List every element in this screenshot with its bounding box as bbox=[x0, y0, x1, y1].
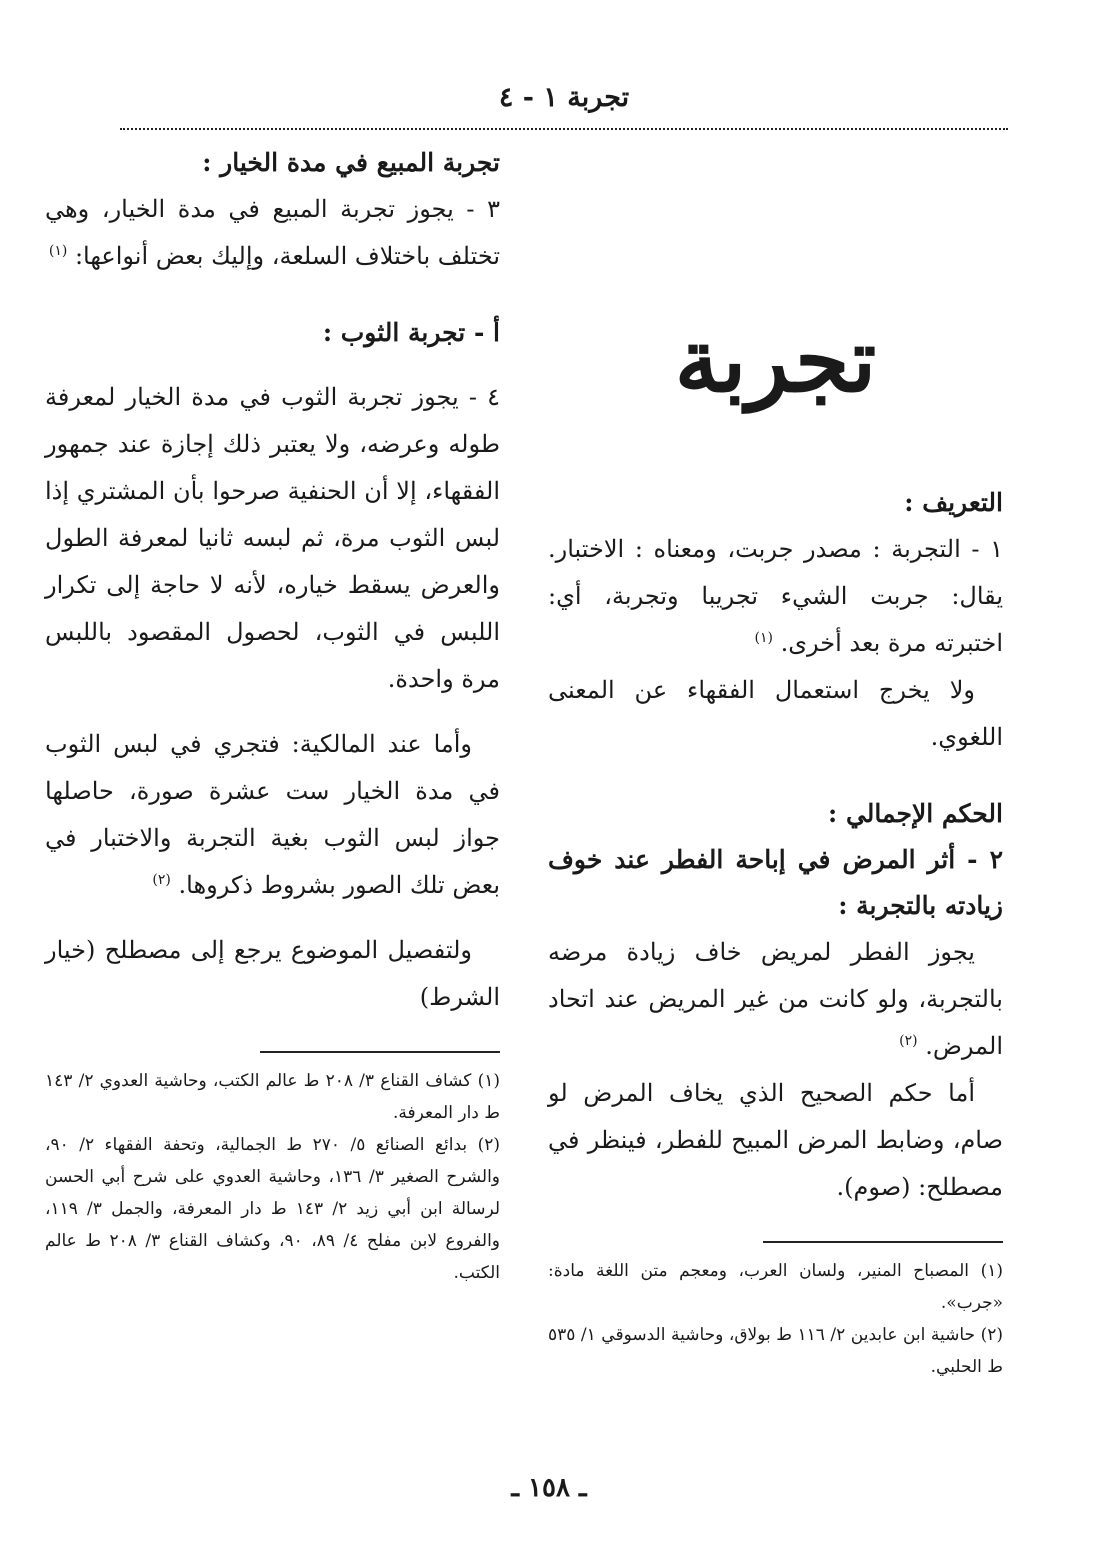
entry-title: تجربة bbox=[674, 308, 877, 412]
footnote: (١) كشاف القناع ٣/ ٢٠٨ ط عالم الكتب، وحاشية العدوي ٢/ ١٤٣ ط دار المعرفة. bbox=[45, 1071, 500, 1123]
garment-heading: أ - تجربة الثوب : bbox=[322, 318, 500, 347]
left-column bbox=[45, 140, 500, 1289]
definition-heading: التعريف : bbox=[904, 488, 1003, 517]
footnote-ref: (٢) bbox=[899, 1033, 918, 1049]
footnote: (٢) حاشية ابن عابدين ٢/ ١١٦ ط بولاق، وحاشية الدسوقي ١/ ٥٣٥ ط الحلبي. bbox=[548, 1325, 1003, 1377]
garment-paragraph: ٤ - يجوز تجربة الثوب في مدة الخيار لمعرفة طوله وعرضه، ولا يعتبر ذلك إجازة عند جمهور الفقهاء، إلا أن الحنفية صرحوا بأن المشتري إذا لبس الثوب مرة، ثم لبسه ثانيا لمعرفة الطول والعرض يسقط خياره، لأنه لا حاجة إلى تكرار اللبس في الثوب، لحصول المقصود باللبس مرة واحدة. bbox=[45, 383, 500, 693]
sale-paragraph: ٣ - يجوز تجربة المبيع في مدة الخيار، وهي تختلف باختلاف السلعة، وإليك بعض أنواعها: $^{(١)}$ bbox=[45, 195, 500, 270]
ruling-heading: الحكم الإجمالي : bbox=[828, 799, 1003, 828]
running-head-title: تجربة ١ - ٤ bbox=[498, 82, 630, 113]
right-column bbox=[548, 140, 1003, 1383]
header-dotted-rule bbox=[120, 128, 1008, 130]
page-header bbox=[120, 78, 1008, 130]
footnote-ref: (٢) bbox=[152, 872, 171, 888]
page-number: ـ ١٥٨ ـ bbox=[511, 1473, 587, 1503]
footnote: (١) المصباح المنير، ولسان العرب، ومعجم متن اللغة مادة: «جرب». bbox=[548, 1261, 1003, 1313]
footnote-ref: (١) bbox=[48, 243, 68, 259]
garment-paragraph-2: وأما عند المالكية: فتجري في لبس الثوب في مدة الخيار ست عشرة صورة، حاصلها جواز لبس الثوب بغية التجربة والاختبار في بعض تلك الصور بشروط ذكروها. $^{(٢)}$ bbox=[45, 730, 500, 899]
footnote-ref: (١) bbox=[754, 630, 773, 646]
ruling-paragraph: يجوز الفطر لمريض خاف زيادة مرضه بالتجربة، ولو كانت من غير المريض عند اتحاد المرض. $^{(٢)}$ bbox=[548, 938, 1003, 1060]
sale-heading: تجربة المبيع في مدة الخيار : bbox=[202, 148, 500, 177]
definition-paragraph: ١ - التجربة : مصدر جربت، ومعناه : الاختبار. يقال: جربت الشيء تجريبا وتجربة، أي: اختبرته مرة بعد أخرى. $^{(١)}$ bbox=[548, 535, 1003, 657]
footnote-rule bbox=[763, 1241, 1003, 1243]
ruling-subheading: ٢ - أثر المرض في إباحة الفطر عند خوف زيادته بالتجربة : bbox=[548, 845, 1003, 920]
footnote: (٢) بدائع الصنائع ٥/ ٢٧٠ ط الجمالية، وتحفة الفقهاء ٢/ ٩٠، والشرح الصغير ٣/ ١٣٦، وحاشية العدوي على شرح أبي الحسن لرسالة ابن أبي زيد ٢/ ١٤٣ ط دار المعرفة، والجمل ٣/ ١١٩، والفروع لابن مفلح ٤/ ٨٩، ٩٠، وكشاف القناع ٣/ ٢٠٨ ط عالم الكتب. bbox=[45, 1135, 501, 1283]
garment-paragraph-3: ولتفصيل الموضوع يرجع إلى مصطلح (خيار الشرط) bbox=[45, 936, 500, 1011]
definition-paragraph-2: ولا يخرج استعمال الفقهاء عن المعنى اللغوي. bbox=[548, 676, 1003, 751]
footnote-rule bbox=[260, 1051, 500, 1053]
ruling-paragraph-2: أما حكم الصحيح الذي يخاف المرض لو صام، وضابط المرض المبيح للفطر، فينظر في مصطلح: (صوم). bbox=[548, 1079, 1003, 1201]
